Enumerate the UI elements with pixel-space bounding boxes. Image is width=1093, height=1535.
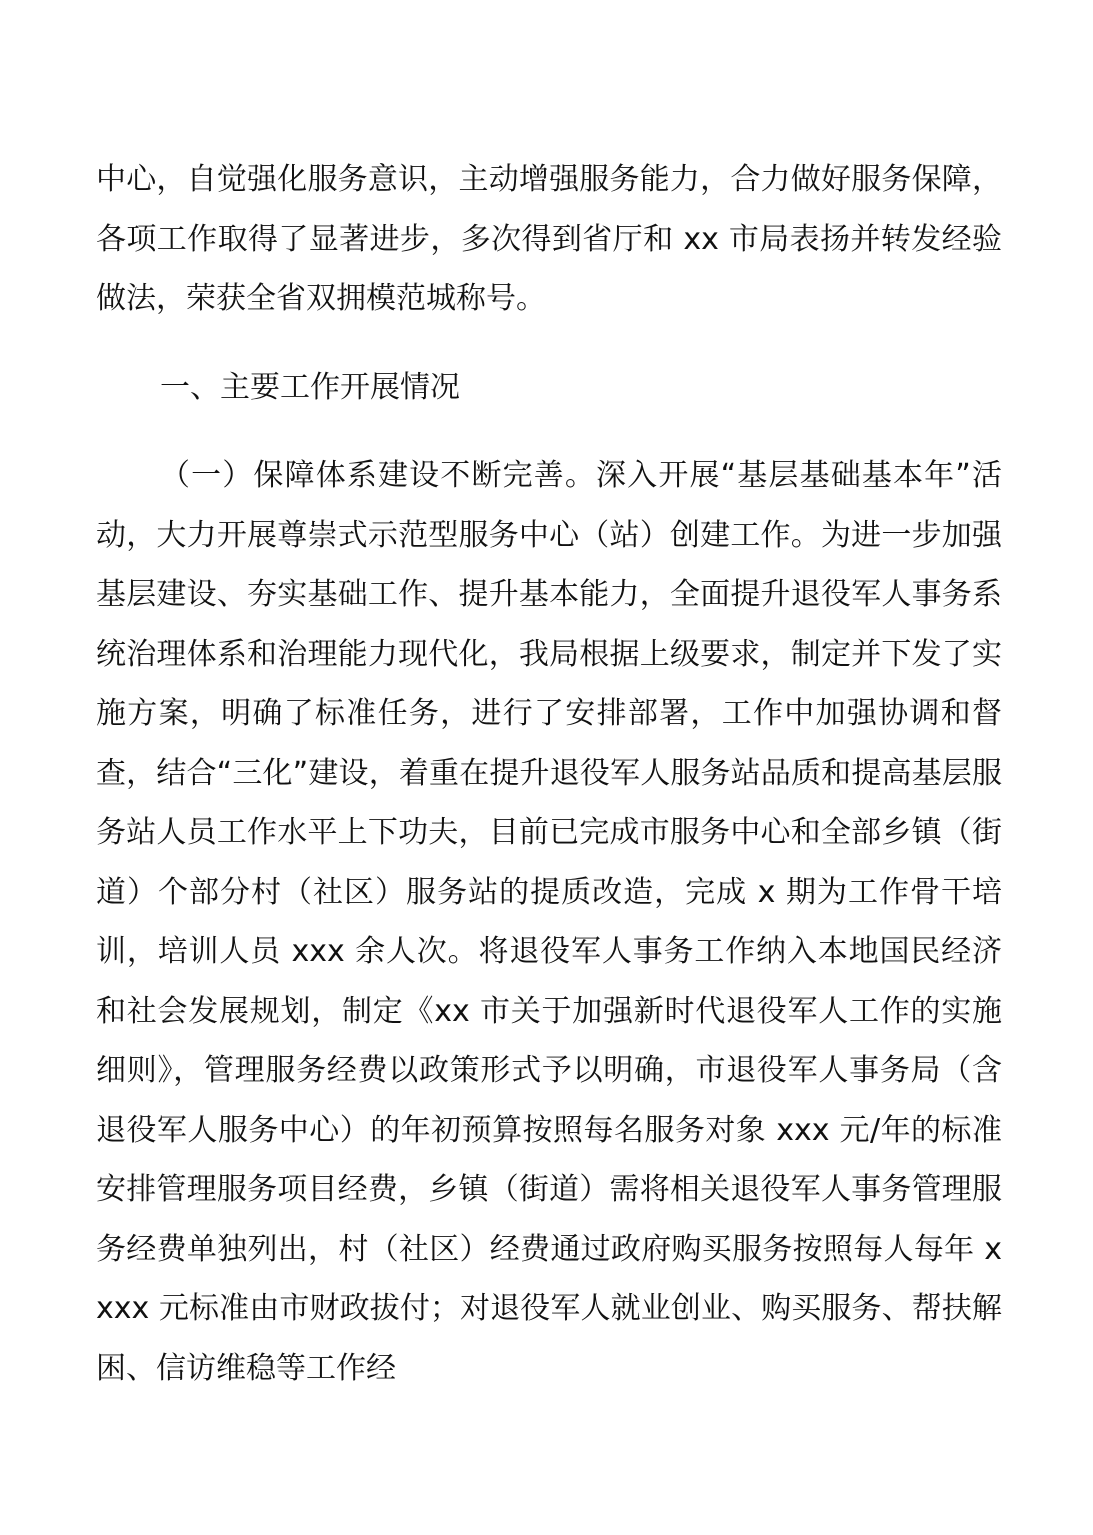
section-heading: 一、主要工作开展情况 (160, 369, 460, 405)
intro-paragraph: 中心，自觉强化服务意识，主动增强服务能力，合力做好服务保障，各项工作取得了显著进步，多次得到省厅和 xx 市局表扬并转发经验做法，荣获全省双拥模范城称号。 (96, 162, 1002, 316)
document-body (96, 150, 1002, 1398)
body-paragraph-1: （一）保障体系建设不断完善。深入开展“基层基础基本年”活动，大力开展尊崇式示范型服务中心（站）创建工作。为进一步加强基层建设、夯实基础工作、提升基本能力，全面提升退役军人事务系统治理体系和治理能力现代化，我局根据上级要求，制定并下发了实施方案，明确了标准任务，进行了安排部署，工作中加强协调和督查，结合“三化”建设，着重在提升退役军人服务站品质和提高基层服务站人员工作水平上下功夫，目前已完成市服务中心和全部乡镇（街道）个部分村（社区）服务站的提质改造，完成 x 期为工作骨干培训，培训人员 xxx 余人次。将退役军人事务工作纳入本地国民经济和社会发展规划，制定《xx 市关于加强新时代退役军人工作的实施细则》，管理服务经费以政策形式予以明确，市退役军人事务局（含退役军人服务中心）的年初预算按照每名服务对象 xxx 元/年的标准安排管理服务项目经费，乡镇（街道）需将相关退役军人事务管理服务经费单独列出，村（社区）经费通过政府购买服务按照每人每年 xxxx 元标准由市财政拔付；对退役军人就业创业、购买服务、帮扶解困、信访维稳等工作经 (96, 458, 1002, 1386)
